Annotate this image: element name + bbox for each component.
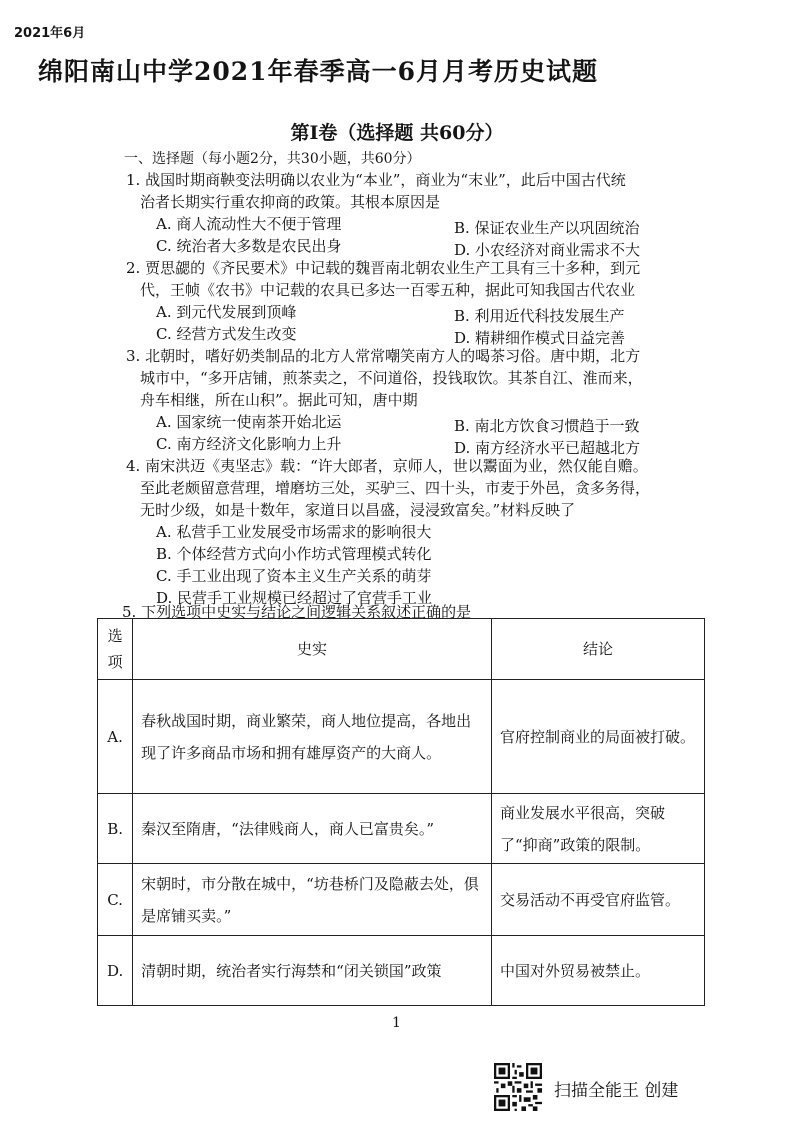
table-row [98,794,705,864]
question-3-option-c: C. 南方经济文化影响力上升 [156,435,342,453]
question-2-line-1: 2. 贾思勰的《齐民要术》中记载的魏晋南北朝农业生产工具有三十多种，到元 [126,259,641,277]
table-cell-option: B. [98,794,133,864]
question-4-option-b: B. 个体经营方式向小作坊式管理模式转化 [156,545,432,563]
question-4-option-a: A. 私营手工业发展受市场需求的影响很大 [156,523,432,541]
qr-code-icon [494,1063,542,1111]
table-header-conclusion-text: 结论 [582,640,613,658]
question-4-option-c: C. 手工业出现了资本主义生产关系的萌芽 [156,567,432,585]
question-1-line-2: 治者长期实行重农抑商的政策。其根本原因是 [140,193,441,211]
table-row [98,936,705,1006]
table-header-option-text: 选项 [107,627,123,671]
question-3-line-1: 3. 北朝时，嗜好奶类制品的北方人常常嘲笑南方人的喝茶习俗。唐中期，北方 [126,347,641,365]
table-cell-fact: 秦汉至隋唐，“法律贱商人，商人已富贵矣。” [133,794,492,864]
table-row [98,864,705,936]
question-1-line-1: 1. 战国时期商鞅变法明确以农业为“本业”，商业为“末业”，此后中国古代统 [126,171,626,189]
section-heading: 第Ⅰ卷（选择题 共60分） [290,122,504,144]
question-5-table [97,618,705,1006]
table-header-fact-text: 史实 [297,640,328,658]
question-4-option-d: D. 民营手工业规模已经超过了官营手工业 [156,589,433,607]
table-cell-conclusion: 交易活动不再受官府监管。 [491,864,704,936]
table-cell-conclusion: 商业发展水平很高，突破了“抑商”政策的限制。 [491,794,704,864]
question-2-option-c: C. 经营方式发生改变 [156,325,297,343]
exam-title: 绵阳南山中学2021年春季高一6月月考历史试题 [38,57,598,86]
question-3-line-2: 城市中，“多开店铺，煎茶卖之，不问道俗，投钱取饮。其茶自江、淮而来， [140,369,643,387]
table-row [98,680,705,794]
question-2-option-d: D. 精耕细作模式日益完善 [454,329,626,347]
question-5-line-1: 5. 下列选项中史实与结论之间逻辑关系叙述正确的是 [122,603,472,621]
table-cell-option: D. [98,936,133,1006]
question-2-line-2: 代，王帧《农书》中记载的农具已多达一百零五种，据此可知我国古代农业 [140,281,636,299]
table-cell-fact: 宋朝时，市分散在城中，“坊巷桥门及隐蔽去处，俱是席铺买卖。” [133,864,492,936]
question-3-line-3: 舟车相继，所在山积”。据此可知，唐中期 [140,391,418,409]
question-4-line-3: 无时少级，如是十数年，家道日以昌盛，浸浸致富矣。”材料反映了 [140,501,576,519]
question-2-option-b: B. 利用近代科技发展生产 [454,307,625,325]
table-cell-fact: 清朝时期，统治者实行海禁和“闭关锁国”政策 [133,936,492,1006]
question-4-line-2: 至此老颇留意营理，增磨坊三处，买驴三、四十头，市麦于外邑，贪多务得， [140,479,651,497]
table-header-option [98,619,133,680]
question-3-option-b: B. 南北方饮食习惯趋于一致 [454,417,640,435]
question-1-option-d: D. 小农经济对商业需求不大 [454,241,641,259]
table-header-conclusion [491,619,704,680]
question-1-option-c: C. 统治者大多数是农民出身 [156,237,342,255]
question-1-option-b: B. 保证农业生产以巩固统治 [454,219,640,237]
question-3-option-a: A. 国家统一使南茶开始北运 [156,413,342,431]
table-cell-conclusion: 官府控制商业的局面被打破。 [491,680,704,794]
exam-date: 2021年6月 [14,26,86,41]
question-1-option-a: A. 商人流动性大不便于管理 [156,215,342,233]
question-2-option-a: A. 到元代发展到顶峰 [156,303,297,321]
section-instructions: 一、选择题（每小题2分，共30小题，共60分） [124,151,421,167]
table-cell-option: A. [98,680,133,794]
table-cell-option: C. [98,864,133,936]
question-4-line-1: 4. 南宋洪迈《夷坚志》载：“许大郎者，京师人，世以鬻面为业，然仅能自赡。 [126,457,648,475]
question-3-option-d: D. 南方经济水平已超越北方 [454,439,641,457]
table-cell-fact: 春秋战国时期，商业繁荣，商人地位提高，各地出现了许多商品市场和拥有雄厚资产的大商人。 [133,680,492,794]
table-cell-conclusion: 中国对外贸易被禁止。 [491,936,704,1006]
table-header-fact [133,619,492,680]
page-number: 1 [392,1015,401,1031]
table-header-row [98,619,705,680]
scanner-watermark: 扫描全能王 创建 [554,1081,679,1101]
